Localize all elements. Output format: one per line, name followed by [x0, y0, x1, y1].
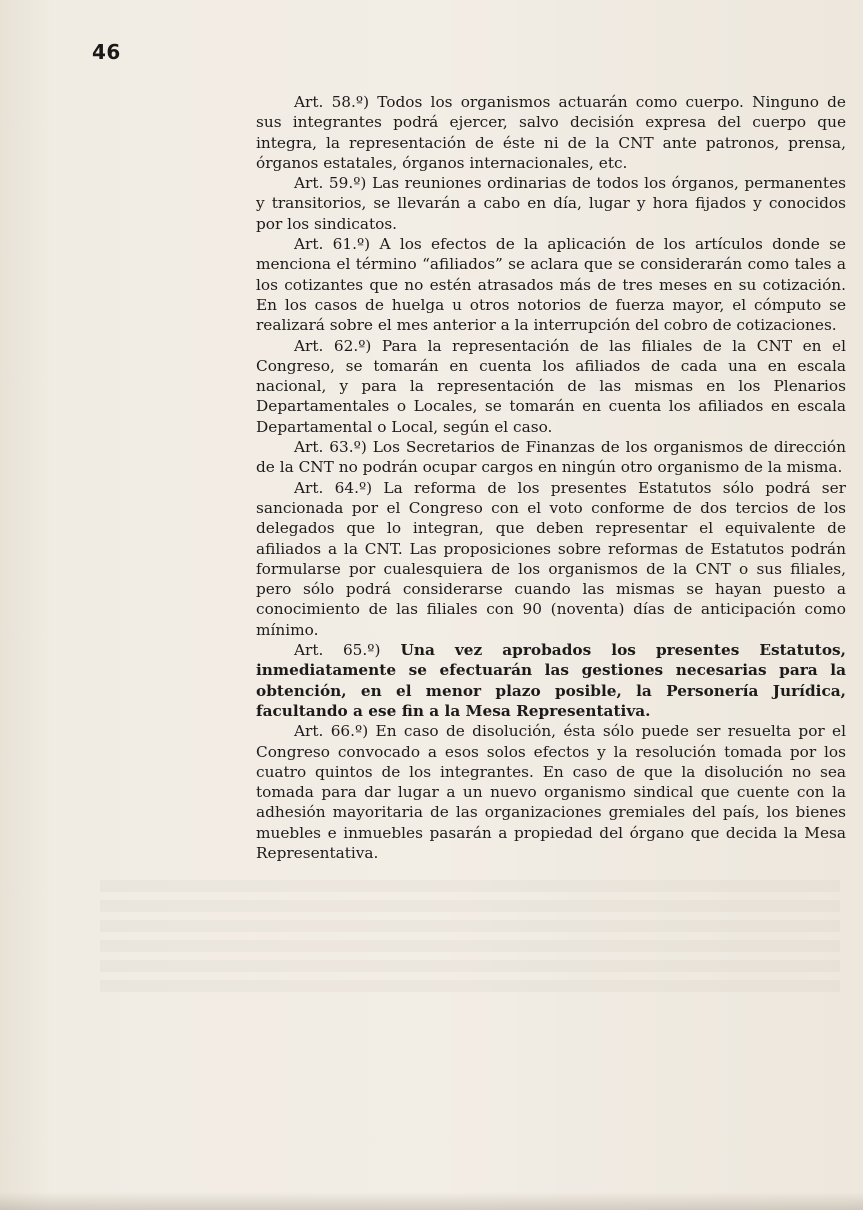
page-number: 46: [92, 40, 121, 64]
article-61: [256, 234, 846, 335]
article-text: Una vez aprobados los presentes Estatutos, inmediatamente se efectuarán las gestiones necesarias para la obtención, en el menor plazo posible, la Personería Jurídica, facultando a ese fin a la Mesa Representativa.: [256, 641, 846, 720]
article-text: Para la representación de las filiales de la CNT en el Congreso, se tomarán en cuenta los afiliados de cada una en escala nacional, y para la representación de las mismas en los Plenarios Departamentales o Locales, se tomarán en cuenta los afiliados en escala Departamental o Local, según el caso.: [256, 336, 846, 436]
article-label: Art. 61.º): [294, 235, 371, 254]
article-66: [256, 721, 846, 863]
article-label: Art. 58.º): [294, 93, 370, 111]
article-text: Los Secretarios de Finanzas de los organismos de dirección de la CNT no podrán ocupar cargos en ningún otro organismo de la misma.: [256, 438, 846, 477]
article-label: Art. 63.º): [294, 438, 367, 457]
article-64: [256, 478, 846, 640]
article-text: A los efectos de la aplicación de los artículos donde se menciona el término “afiliados” se aclara que se considerarán como tales a los cotizantes que no estén atrasados más de tres meses en su cotización. En los casos de huelga u otros notorios de fuerza mayor, el cómputo se realizará sobre el mes anterior a la interrupción del cobro de cotizaciones.: [256, 235, 846, 335]
article-label: Art. 64.º): [294, 478, 373, 497]
article-58: [256, 92, 846, 173]
articles-body: [256, 92, 846, 863]
bleed-through-texture: [100, 880, 840, 1000]
article-text: En caso de disolución, ésta sólo puede ser resuelta por el Congreso convocado a esos solos efectos y la resolución tomada por los cuatro quintos de los integrantes. En caso de que la disolución no sea tomada para dar lugar a un nuevo organismo sindical que cuente con la adhesión mayoritaria de las organizaciones gremiales del país, los bienes muebles e inmuebles pasarán a propiedad del órgano que decida la Mesa Representativa.: [256, 722, 846, 862]
article-62: [256, 336, 846, 437]
article-59: [256, 173, 846, 234]
article-text: Todos los organismos actuarán como cuerpo. Ninguno de sus integrantes podrá ejercer, salvo decisión expresa del cuerpo que integra, la representación de éste ni de la CNT ante patronos, prensa, órganos estatales, órganos internacionales, etc.: [256, 93, 846, 172]
article-text: La reforma de los presentes Estatutos sólo podrá ser sancionada por el Congreso con el voto conforme de dos tercios de los delegados que lo integran, que deben representar el equivalente de afiliados a la CNT. Las proposiciones sobre reformas de Estatutos podrán formularse por cualesquiera de los organismos de la CNT o sus filiales, pero sólo podrá considerarse cuando las mismas se hayan puesto a conocimiento de las filiales con 90 (noventa) días de anticipación como mínimo.: [256, 478, 846, 639]
article-text: Las reuniones ordinarias de todos los órganos, permanentes y transitorios, se llevarán a cabo en día, lugar y hora fijados y conocidos por los sindicatos.: [256, 174, 846, 233]
article-label: Art. 66.º): [294, 722, 369, 741]
article-label: Art. 59.º): [294, 174, 367, 193]
article-63: [256, 437, 846, 478]
article-label: Art. 62.º): [294, 336, 372, 355]
article-label: Art. 65.º): [294, 641, 381, 660]
article-65: [256, 640, 846, 721]
